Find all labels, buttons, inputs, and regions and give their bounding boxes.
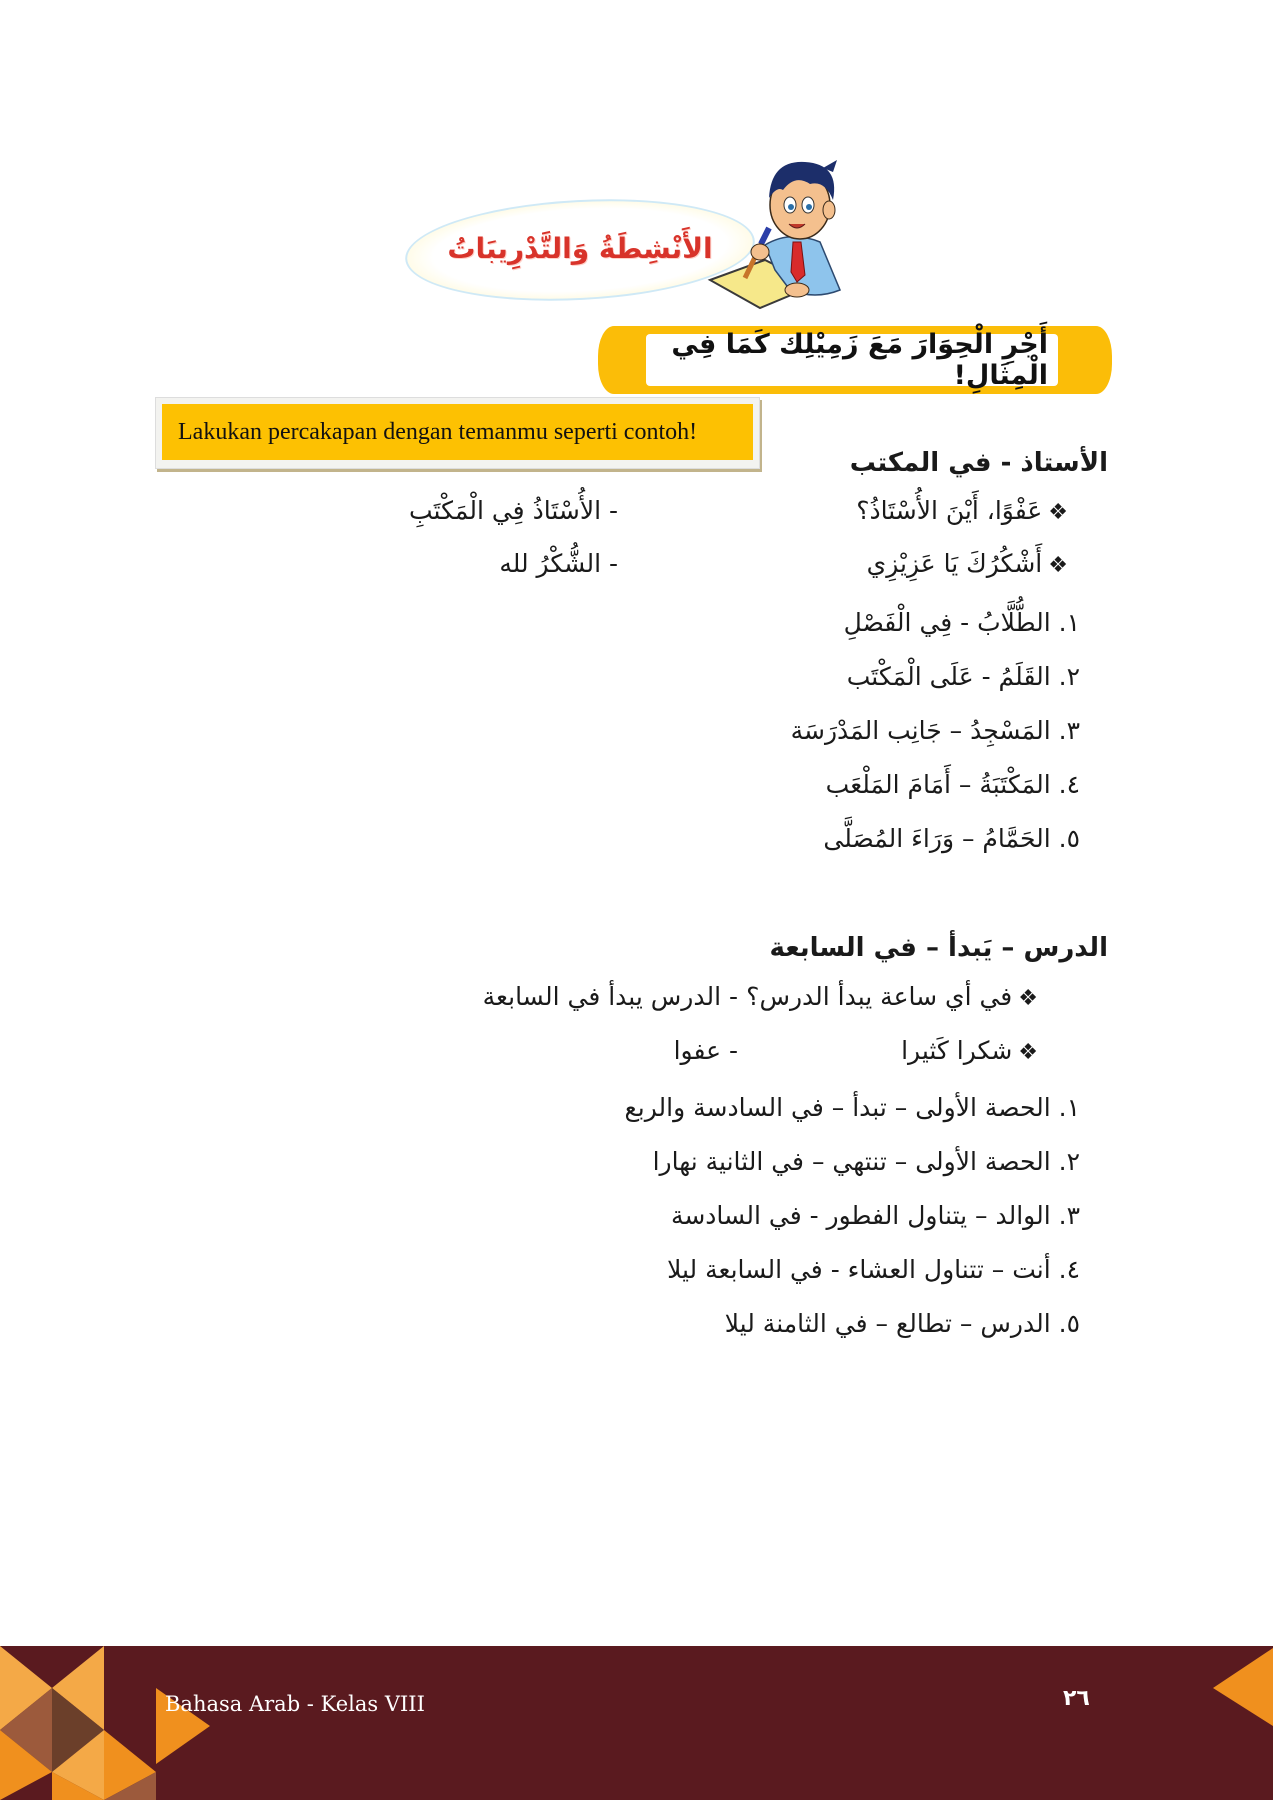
- boy-writing-illustration: [705, 150, 850, 310]
- diamond-bullet-icon: ❖: [1018, 1040, 1038, 1065]
- dialog-row: [308, 549, 1068, 593]
- exercise-item: ١. الحصة الأولى – تبدأ – في السادسة والربع: [624, 1093, 1080, 1122]
- diamond-bullet-icon: ❖: [1048, 553, 1068, 578]
- indonesian-instruction-box: [155, 397, 760, 469]
- dialog-answer: - الدرس يبدأ في السابعة: [482, 982, 738, 1011]
- geometric-triangles-decoration: [0, 1646, 220, 1800]
- exercise-item: ١. الطُّلَّابُ - فِي الْفَصْلِ: [843, 608, 1080, 637]
- section-2-title: الدرس – يَبدأ – في السابعة: [769, 933, 1108, 963]
- exercise-item: ٣. المَسْجِدُ – جَانِب المَدْرَسَة: [790, 716, 1080, 745]
- section-1-title: الأستاذ - في المكتب: [849, 448, 1108, 478]
- dialog-question: [856, 496, 1068, 525]
- arabic-instruction-text: أَجْرِ الْحِوَارَ مَعَ زَمِيْلِك كَمَا فِي الْمِثَالِ!: [671, 329, 1048, 391]
- exercise-item: ٤. المَكْتَبَةُ – أَمَامَ المَلْعَب: [825, 770, 1080, 799]
- indonesian-instruction-inner: [162, 404, 753, 460]
- exercise-item: ٣. الوالد – يتناول الفطور - في السادسة: [670, 1201, 1080, 1230]
- page-number: ٢٦: [1063, 1686, 1090, 1711]
- dialog-answer: - الشُّكْرُ لله: [499, 549, 618, 578]
- book-title: Bahasa Arab - Kelas VIII: [165, 1692, 425, 1716]
- dialog-answer: - الأُسْتَاذُ فِي الْمَكْتَبِ: [408, 496, 618, 525]
- question-text: عَفْوًا، أَيْنَ الأُسْتَاذُ؟: [856, 496, 1043, 525]
- exercise-item: ٥. الدرس – تطالع – في الثامنة ليلا: [724, 1309, 1080, 1338]
- diamond-bullet-icon: ❖: [1018, 986, 1038, 1011]
- dialog-question: [901, 1036, 1038, 1065]
- dialog-question: [746, 982, 1038, 1011]
- dialog-answer: - عفوا: [673, 1036, 738, 1065]
- exercise-item: ٢. الحصة الأولى – تنتهي – في الثانية نهارا: [652, 1147, 1080, 1176]
- indonesian-instruction-text: Lakukan percakapan dengan temanmu seperti contoh!: [178, 418, 698, 445]
- diamond-bullet-icon: ❖: [1048, 500, 1068, 525]
- question-text: شكرا كَثيرا: [901, 1036, 1013, 1065]
- arabic-instruction-box: [646, 329, 1058, 391]
- question-text: أَشْكُرُكَ يَا عَزِيْزِي: [866, 549, 1043, 578]
- page-footer: [0, 1646, 1273, 1800]
- dialog-row: [308, 496, 1068, 540]
- right-triangle-decoration: [1213, 1648, 1273, 1728]
- dialog-row: [278, 1036, 1038, 1080]
- activities-banner: [405, 150, 845, 310]
- question-text: في أي ساعة يبدأ الدرس؟: [746, 982, 1013, 1011]
- exercise-item: ٢. القَلَمُ - عَلَى الْمَكْتَب: [846, 662, 1080, 691]
- arabic-instruction-bar: [598, 326, 1112, 394]
- exercise-item: ٥. الحَمَّامُ – وَرَاءَ المُصَلَّى: [823, 824, 1080, 853]
- banner-title: الأَنْشِطَةُ وَالتَّدْرِيبَاتُ: [447, 232, 713, 265]
- dialog-row: [278, 982, 1038, 1026]
- exercise-item: ٤. أنت – تتناول العشاء - في السابعة ليلا: [667, 1255, 1080, 1284]
- dialog-question: [867, 549, 1068, 578]
